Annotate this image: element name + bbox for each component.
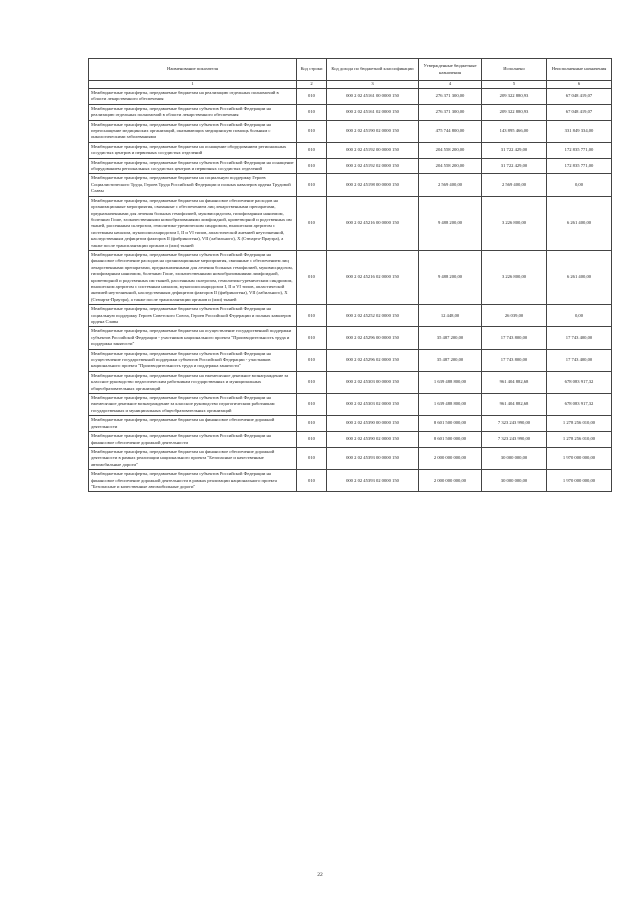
row-executed: 17 743 800,00 xyxy=(482,327,547,349)
table-row xyxy=(89,104,612,120)
row-approved: 35 487 200,00 xyxy=(419,349,482,371)
row-unexecuted: 67 048 419,07 xyxy=(547,104,612,120)
table-row xyxy=(89,305,612,327)
row-approved: 1 639 488 800,00 xyxy=(419,394,482,416)
row-unexecuted: 6 261 400,00 xyxy=(547,250,612,304)
row-approved: 2 000 000 000,00 xyxy=(419,447,482,469)
row-line-code: 010 xyxy=(297,349,327,371)
row-line-code: 010 xyxy=(297,120,327,142)
row-unexecuted: 0,00 xyxy=(547,174,612,196)
row-income-code: 000 2 02 45190 02 0000 150 xyxy=(327,120,419,142)
table-row xyxy=(89,470,612,492)
row-executed: 17 743 800,00 xyxy=(482,349,547,371)
row-line-code: 010 xyxy=(297,416,327,432)
row-executed: 31 722 429,00 xyxy=(482,142,547,158)
row-approved: 204 558 200,00 xyxy=(419,142,482,158)
table-row xyxy=(89,349,612,371)
row-income-code: 000 2 02 45303 00 0000 150 xyxy=(327,371,419,393)
row-income-code: 000 2 02 45393 02 0000 150 xyxy=(327,470,419,492)
row-name: Межбюджетные трансферты, передаваемые бюджетам субъектов Российской Федерации на реализацию отдельных полномочий в области лекарственного обеспечения xyxy=(89,104,297,120)
row-income-code: 000 2 02 45390 00 0000 150 xyxy=(327,416,419,432)
row-executed: 209 322 880,93 xyxy=(482,89,547,105)
row-approved: 8 601 500 000,00 xyxy=(419,432,482,448)
row-approved: 475 744 800,00 xyxy=(419,120,482,142)
row-income-code: 000 2 02 45390 02 0000 150 xyxy=(327,432,419,448)
row-unexecuted: 1 278 256 010,00 xyxy=(547,432,612,448)
row-approved: 12 448,00 xyxy=(419,305,482,327)
header-income-code: Код дохода по бюджетной классификации xyxy=(327,59,419,81)
page-number: 22 xyxy=(317,872,323,878)
row-unexecuted: 678 083 917,32 xyxy=(547,394,612,416)
row-executed: 3 226 800,00 xyxy=(482,250,547,304)
row-executed: 961 404 882,68 xyxy=(482,394,547,416)
row-income-code: 000 2 02 45252 02 0000 150 xyxy=(327,305,419,327)
row-income-code: 000 2 02 45216 02 0000 150 xyxy=(327,250,419,304)
row-approved: 35 487 200,00 xyxy=(419,327,482,349)
row-approved: 2 000 000 000,00 xyxy=(419,470,482,492)
table-row xyxy=(89,394,612,416)
row-name: Межбюджетные трансферты, передаваемые бюджетам на оснащение оборудованием региональных сосудистых центров и первичных сосудистых отделений xyxy=(89,142,297,158)
table-row xyxy=(89,327,612,349)
row-name: Межбюджетные трансферты, передаваемые бюджетам на финансовое обеспечение расходов на организационные мероприятия, связанные с обеспечением лиц лекарственными препаратами, предназначенными для лечения больных гемофилией, муковисцидозом, гипофизарным нанизмом, болезнью Гоше, злокачественными новообразованиями лимфоидной, кроветворной и родственных им тканей, рассеянным склерозом, гемолитико-уремическим синдромом, юношеским артритом с системным началом, мукополисахаридозом I, II и VI типов, апластической анемией неуточненной, наследственным дефицитом факторов II (фибриногена), VII (лабильного), X (Стюарта-Прауэра), а также после трансплантации органов и (или) тканей xyxy=(89,196,297,250)
row-name: Межбюджетные трансферты, передаваемые бюджетам на реализацию отдельных полномочий в области лекарственного обеспечения xyxy=(89,89,297,105)
table-row xyxy=(89,416,612,432)
column-number: 4 xyxy=(419,81,482,89)
row-executed: 2 569 400,00 xyxy=(482,174,547,196)
column-number: 1 xyxy=(89,81,297,89)
row-approved: 276 371 300,00 xyxy=(419,89,482,105)
row-line-code: 010 xyxy=(297,174,327,196)
row-executed: 31 722 429,00 xyxy=(482,158,547,174)
row-name: Межбюджетные трансферты, передаваемые бюджетам субъектов Российской Федерации на социальную поддержку Героев Советского Союза, Героев Российской Федерации и полных кавалеров ордена Славы xyxy=(89,305,297,327)
row-unexecuted: 678 083 917,32 xyxy=(547,371,612,393)
row-line-code: 010 xyxy=(297,470,327,492)
header-approved: Утвержденные бюджетные назначения xyxy=(419,59,482,81)
row-line-code: 010 xyxy=(297,250,327,304)
row-income-code: 000 2 02 45303 02 0000 150 xyxy=(327,394,419,416)
row-executed: 3 226 800,00 xyxy=(482,196,547,250)
row-unexecuted: 1 970 000 000,00 xyxy=(547,447,612,469)
header-line-code: Код строки xyxy=(297,59,327,81)
table-row xyxy=(89,447,612,469)
row-unexecuted: 1 970 000 000,00 xyxy=(547,470,612,492)
column-number: 5 xyxy=(482,81,547,89)
column-number: 2 xyxy=(297,81,327,89)
row-name: Межбюджетные трансферты, передаваемые бюджетам на финансовое обеспечение дорожной деятельности в рамках реализации национального проекта "Безопасные и качественные автомобильные дороги" xyxy=(89,447,297,469)
row-line-code: 010 xyxy=(297,142,327,158)
row-name: Межбюджетные трансферты, передаваемые бюджетам на финансовое обеспечение дорожной деятельности xyxy=(89,416,297,432)
table-row xyxy=(89,89,612,105)
row-unexecuted: 1 278 256 010,00 xyxy=(547,416,612,432)
row-line-code: 010 xyxy=(297,196,327,250)
header-executed: Исполнено xyxy=(482,59,547,81)
row-income-code: 000 2 02 45393 00 0000 150 xyxy=(327,447,419,469)
row-name: Межбюджетные трансферты, передаваемые бюджетам на социальную поддержку Героев Социалистического Труда, Героев Труда Российской Федерации и полных кавалеров ордена Трудовой Славы xyxy=(89,174,297,196)
row-line-code: 010 xyxy=(297,394,327,416)
row-income-code: 000 2 02 45161 00 0000 150 xyxy=(327,89,419,105)
row-name: Межбюджетные трансферты, передаваемые бюджетам на ежемесячное денежное вознаграждение за классное руководство педагогическим работникам государственных и муниципальных общеобразовательных организаций xyxy=(89,371,297,393)
row-line-code: 010 xyxy=(297,447,327,469)
table-row xyxy=(89,371,612,393)
row-name: Межбюджетные трансферты, передаваемые бюджетам субъектов Российской Федерации на осуществление государственной поддержки субъектов Российской Федерации - участников национального проекта "Производительность труда и поддержка занятости" xyxy=(89,349,297,371)
row-name: Межбюджетные трансферты, передаваемые бюджетам на осуществление государственной поддержки субъектов Российской Федерации - участников национального проекта "Производительность труда и поддержка занятости" xyxy=(89,327,297,349)
row-executed: 30 000 000,00 xyxy=(482,447,547,469)
table-row xyxy=(89,174,612,196)
table-header-row xyxy=(89,59,612,81)
row-income-code: 000 2 02 45161 02 0000 150 xyxy=(327,104,419,120)
header-unexecuted: Неисполненные назначения xyxy=(547,59,612,81)
row-income-code: 000 2 02 45296 00 0000 150 xyxy=(327,327,419,349)
row-executed: 26 039,00 xyxy=(482,305,547,327)
row-executed: 961 404 882,68 xyxy=(482,371,547,393)
row-income-code: 000 2 02 45192 00 0000 150 xyxy=(327,142,419,158)
row-unexecuted: 172 835 771,00 xyxy=(547,158,612,174)
row-income-code: 000 2 02 45192 02 0000 150 xyxy=(327,158,419,174)
header-name: Наименование показателя xyxy=(89,59,297,81)
table-row xyxy=(89,196,612,250)
row-approved: 9 488 200,00 xyxy=(419,196,482,250)
row-unexecuted: 331 849 334,00 xyxy=(547,120,612,142)
row-line-code: 010 xyxy=(297,104,327,120)
row-name: Межбюджетные трансферты, передаваемые бюджетам субъектов Российской Федерации на финансовое обеспечение дорожной деятельности xyxy=(89,432,297,448)
row-name: Межбюджетные трансферты, передаваемые бюджетам субъектов Российской Федерации на переоснащение медицинских организаций, оказывающих медицинскую помощь больным с онкологическими заболеваниями xyxy=(89,120,297,142)
row-name: Межбюджетные трансферты, передаваемые бюджетам субъектов Российской Федерации на финансовое обеспечение расходов на организационные мероприятия, связанные с обеспечением лиц лекарственными препаратами, предназначенными для лечения больных гемофилией, муковисцидозом, гипофизарным нанизмом, болезнью Гоше, злокачественными новообразованиями лимфоидной, кроветворной и родственных им тканей, рассеянным склерозом, гемолитико-уремическим синдромом, юношеским артритом с системным началом, мукополисахаридозом I, II и VI типов, апластической анемией неуточненной, наследственным дефицитом факторов II (фибриногена), VII (лабильного), X (Стюарта-Прауэра), а также после трансплантации органов и (или) тканей xyxy=(89,250,297,304)
row-income-code: 000 2 02 45216 00 0000 150 xyxy=(327,196,419,250)
table-row xyxy=(89,432,612,448)
row-approved: 8 601 500 000,00 xyxy=(419,416,482,432)
row-name: Межбюджетные трансферты, передаваемые бюджетам субъектов Российской Федерации на ежемесячное денежное вознаграждение за классное руководство педагогическим работникам государственных и муниципальных общеобразовательных организаций xyxy=(89,394,297,416)
row-unexecuted: 0,00 xyxy=(547,305,612,327)
row-unexecuted: 17 743 400,00 xyxy=(547,349,612,371)
row-unexecuted: 67 048 419,07 xyxy=(547,89,612,105)
table-row xyxy=(89,250,612,304)
row-line-code: 010 xyxy=(297,327,327,349)
row-executed: 143 895 466,00 xyxy=(482,120,547,142)
row-executed: 30 000 000,00 xyxy=(482,470,547,492)
table-row xyxy=(89,142,612,158)
table-body xyxy=(89,89,612,492)
budget-execution-table xyxy=(88,58,612,492)
row-approved: 2 569 400,00 xyxy=(419,174,482,196)
table-row xyxy=(89,120,612,142)
row-income-code: 000 2 02 45296 02 0000 150 xyxy=(327,349,419,371)
row-unexecuted: 6 261 400,00 xyxy=(547,196,612,250)
row-executed: 7 323 243 990,00 xyxy=(482,432,547,448)
column-number: 6 xyxy=(547,81,612,89)
row-approved: 1 639 488 800,00 xyxy=(419,371,482,393)
column-number-row xyxy=(89,81,612,89)
row-name: Межбюджетные трансферты, передаваемые бюджетам субъектов Российской Федерации на оснащение оборудованием региональных сосудистых центров и первичных сосудистых отделений xyxy=(89,158,297,174)
column-number: 3 xyxy=(327,81,419,89)
row-line-code: 010 xyxy=(297,305,327,327)
row-executed: 7 323 243 990,00 xyxy=(482,416,547,432)
row-approved: 276 371 300,00 xyxy=(419,104,482,120)
row-line-code: 010 xyxy=(297,158,327,174)
row-name: Межбюджетные трансферты, передаваемые бюджетам субъектов Российской Федерации на финансовое обеспечение дорожной деятельности в рамках реализации национального проекта "Безопасные и качественные автомобильные дороги" xyxy=(89,470,297,492)
row-line-code: 010 xyxy=(297,432,327,448)
row-unexecuted: 172 835 771,00 xyxy=(547,142,612,158)
row-executed: 209 322 880,93 xyxy=(482,104,547,120)
row-approved: 204 558 200,00 xyxy=(419,158,482,174)
row-income-code: 000 2 02 45198 00 0000 150 xyxy=(327,174,419,196)
row-line-code: 010 xyxy=(297,89,327,105)
row-approved: 9 488 200,00 xyxy=(419,250,482,304)
table-row xyxy=(89,158,612,174)
row-unexecuted: 17 743 400,00 xyxy=(547,327,612,349)
row-line-code: 010 xyxy=(297,371,327,393)
